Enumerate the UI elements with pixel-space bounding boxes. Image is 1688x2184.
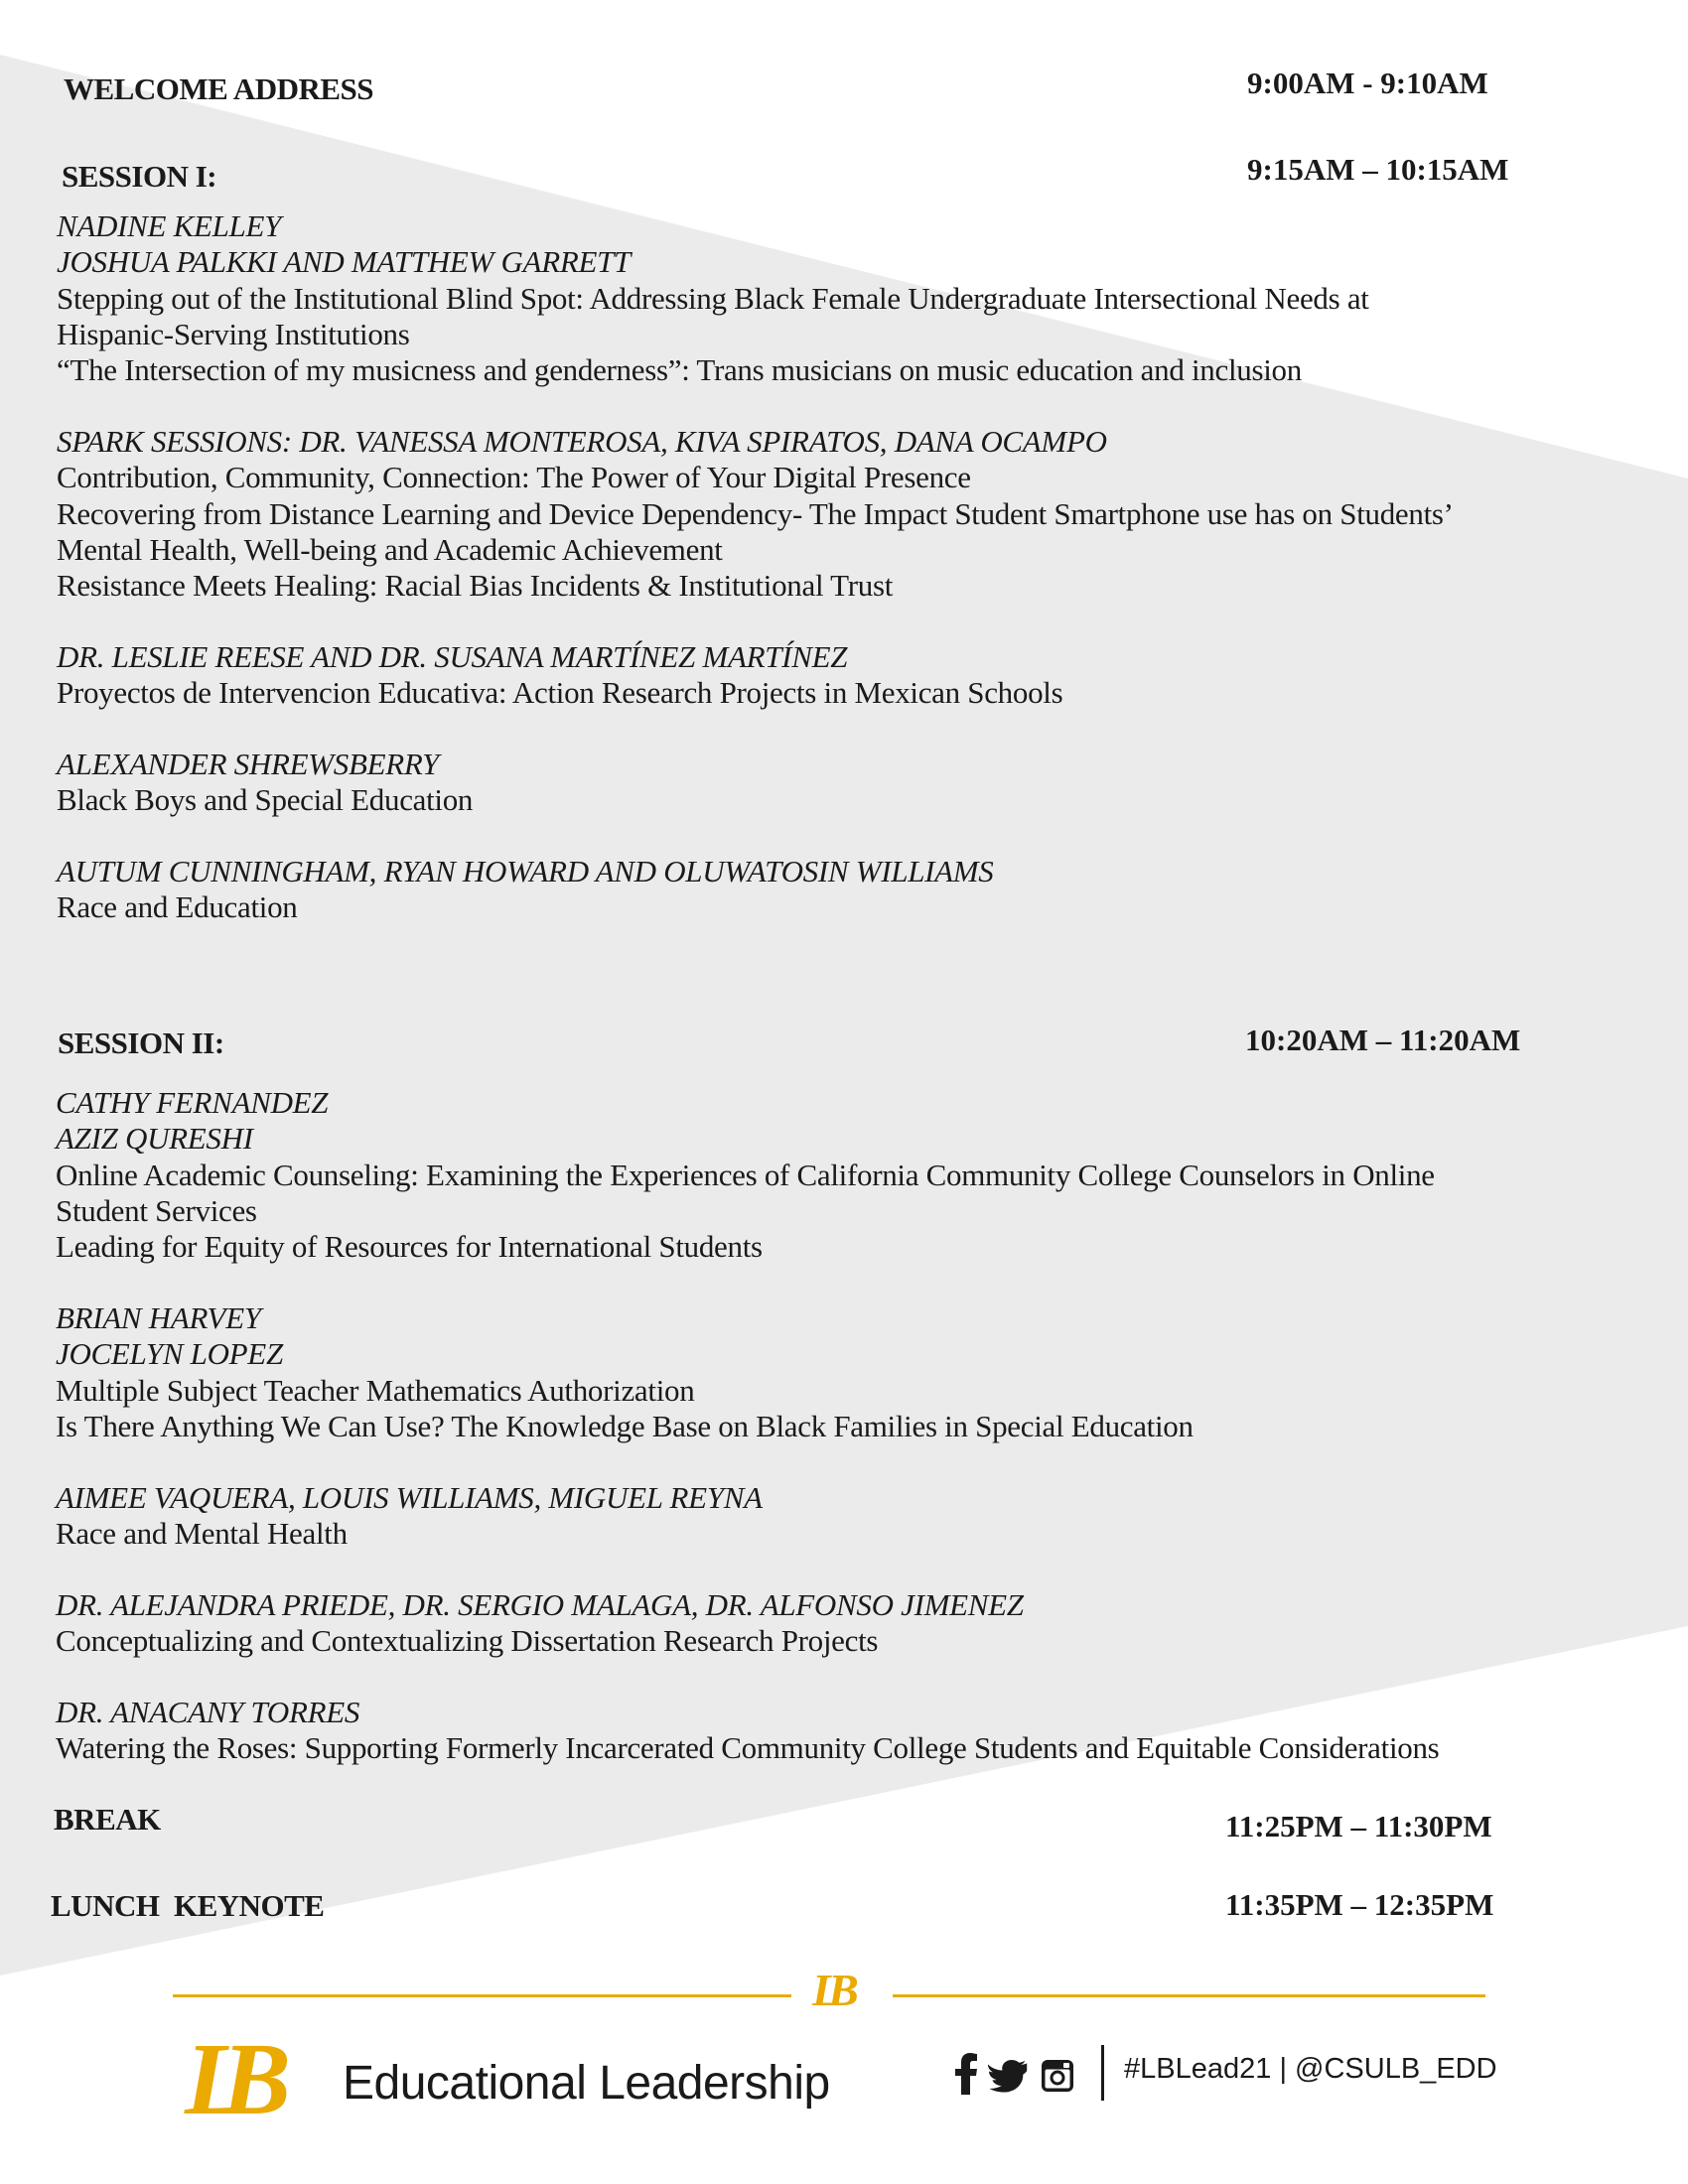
session1-time: 9:15AM – 10:15AM [1247,152,1509,187]
presentation-title: Multiple Subject Teacher Mathematics Authorization [56,1372,695,1408]
presenter-name: JOCELYN LOPEZ [56,1336,283,1372]
presentation-title: Leading for Equity of Resources for International Students [56,1229,763,1265]
presenter-name: ALEXANDER SHREWSBERRY [57,747,439,781]
presenter-name: DR. ANACANY TORRES [56,1695,360,1729]
session1-group-4 [57,747,473,819]
session2-group-2 [56,1300,1194,1444]
session2-group-4 [56,1587,1024,1660]
presentation-title: Race and Mental Health [56,1516,348,1552]
presenter-name: JOSHUA PALKKI AND MATTHEW GARRETT [57,244,631,280]
presenter-name: AUTUM CUNNINGHAM, RYAN HOWARD AND OLUWATOSIN WILLIAMS [57,854,994,888]
presenter-name: DR. ALEJANDRA PRIEDE, DR. SERGIO MALAGA, DR. ALFONSO JIMENEZ [56,1587,1024,1622]
presentation-title: Mental Health, Well-being and Academic Achievement [57,531,723,567]
presentation-title: Black Boys and Special Education [57,782,474,818]
lb-logo-small: LB [812,1965,847,2015]
session1-group-2 [57,424,1454,604]
presentation-title: Recovering from Distance Learning and Device Dependency- The Impact Student Smartphone use has on Students’ [57,495,1454,531]
social-separator: | [1279,2053,1287,2085]
presenter-name: NADINE KELLEY [57,208,282,243]
presentation-title: Resistance Meets Healing: Racial Bias Incidents & Institutional Trust [57,568,894,604]
hashtag[interactable]: #LBLead21 [1124,2053,1272,2085]
presentation-title: “The Intersection of my musicness and genderness”: Trans musicians on music education and inclusion [57,352,1302,388]
footer-rule-left [173,1994,791,1997]
presentation-title: Contribution, Community, Connection: The Power of Your Digital Presence [57,460,971,495]
presentation-title: Proyectos de Intervencion Educativa: Action Research Projects in Mexican Schools [57,675,1063,711]
presentation-title: Student Services [56,1192,257,1228]
presenter-name: BRIAN HARVEY [56,1300,261,1335]
footer-divider [1101,2045,1104,2101]
presentation-title: Conceptualizing and Contextualizing Dissertation Research Projects [56,1623,879,1659]
presentation-title: Stepping out of the Institutional Blind Spot: Addressing Black Female Undergraduate Intersectional Needs at [57,280,1369,316]
lunch-keynote-heading: LUNCH KEYNOTE [51,1888,325,1923]
presenter-name: SPARK SESSIONS: DR. VANESSA MONTEROSA, KIVA SPIRATOS, DANA OCAMPO [57,424,1107,459]
session2-group-5 [56,1695,1439,1767]
presentation-title: Online Academic Counseling: Examining the Experiences of California Community College Counselors in Online [56,1157,1435,1192]
session1-group-1 [57,208,1369,388]
session2-group-3 [56,1480,763,1553]
presenter-name: AZIZ QURESHI [56,1121,253,1157]
footer-rule-right [893,1994,1485,1997]
twitter-handle[interactable]: @CSULB_EDD [1295,2053,1497,2085]
presentation-title: Race and Education [57,889,298,925]
break-heading: BREAK [54,1802,161,1837]
presenter-name: DR. LESLIE REESE AND DR. SUSANA MARTÍNEZ MARTÍNEZ [57,639,848,674]
session1-group-5 [57,854,994,926]
session2-group-1 [56,1085,1435,1265]
welcome-heading: WELCOME ADDRESS [64,71,374,106]
presenter-name: CATHY FERNANDEZ [56,1085,329,1120]
presentation-title: Watering the Roses: Supporting Formerly Incarcerated Community College Students and Equitable Considerations [56,1730,1440,1766]
session2-time: 10:20AM – 11:20AM [1245,1023,1521,1057]
presentation-title: Hispanic-Serving Institutions [57,316,410,351]
session2-heading: SESSION II: [58,1025,224,1060]
instagram-icon[interactable] [1041,2059,1074,2098]
footer-social-text [1124,2053,1497,2086]
welcome-time: 9:00AM - 9:10AM [1247,66,1488,100]
facebook-icon[interactable] [954,2053,978,2100]
presenter-name: AIMEE VAQUERA, LOUIS WILLIAMS, MIGUEL REYNA [56,1480,763,1515]
twitter-icon[interactable] [988,2060,1028,2098]
break-time: 11:25PM – 11:30PM [1225,1809,1492,1843]
presentation-title: Is There Anything We Can Use? The Knowledge Base on Black Families in Special Education [56,1408,1194,1443]
lb-logo-large: LB [185,2022,265,2136]
lunch-time: 11:35PM – 12:35PM [1225,1887,1494,1922]
session1-heading: SESSION I: [62,159,217,194]
session1-group-3 [57,639,1062,712]
footer-title: Educational Leadership [343,2057,830,2110]
